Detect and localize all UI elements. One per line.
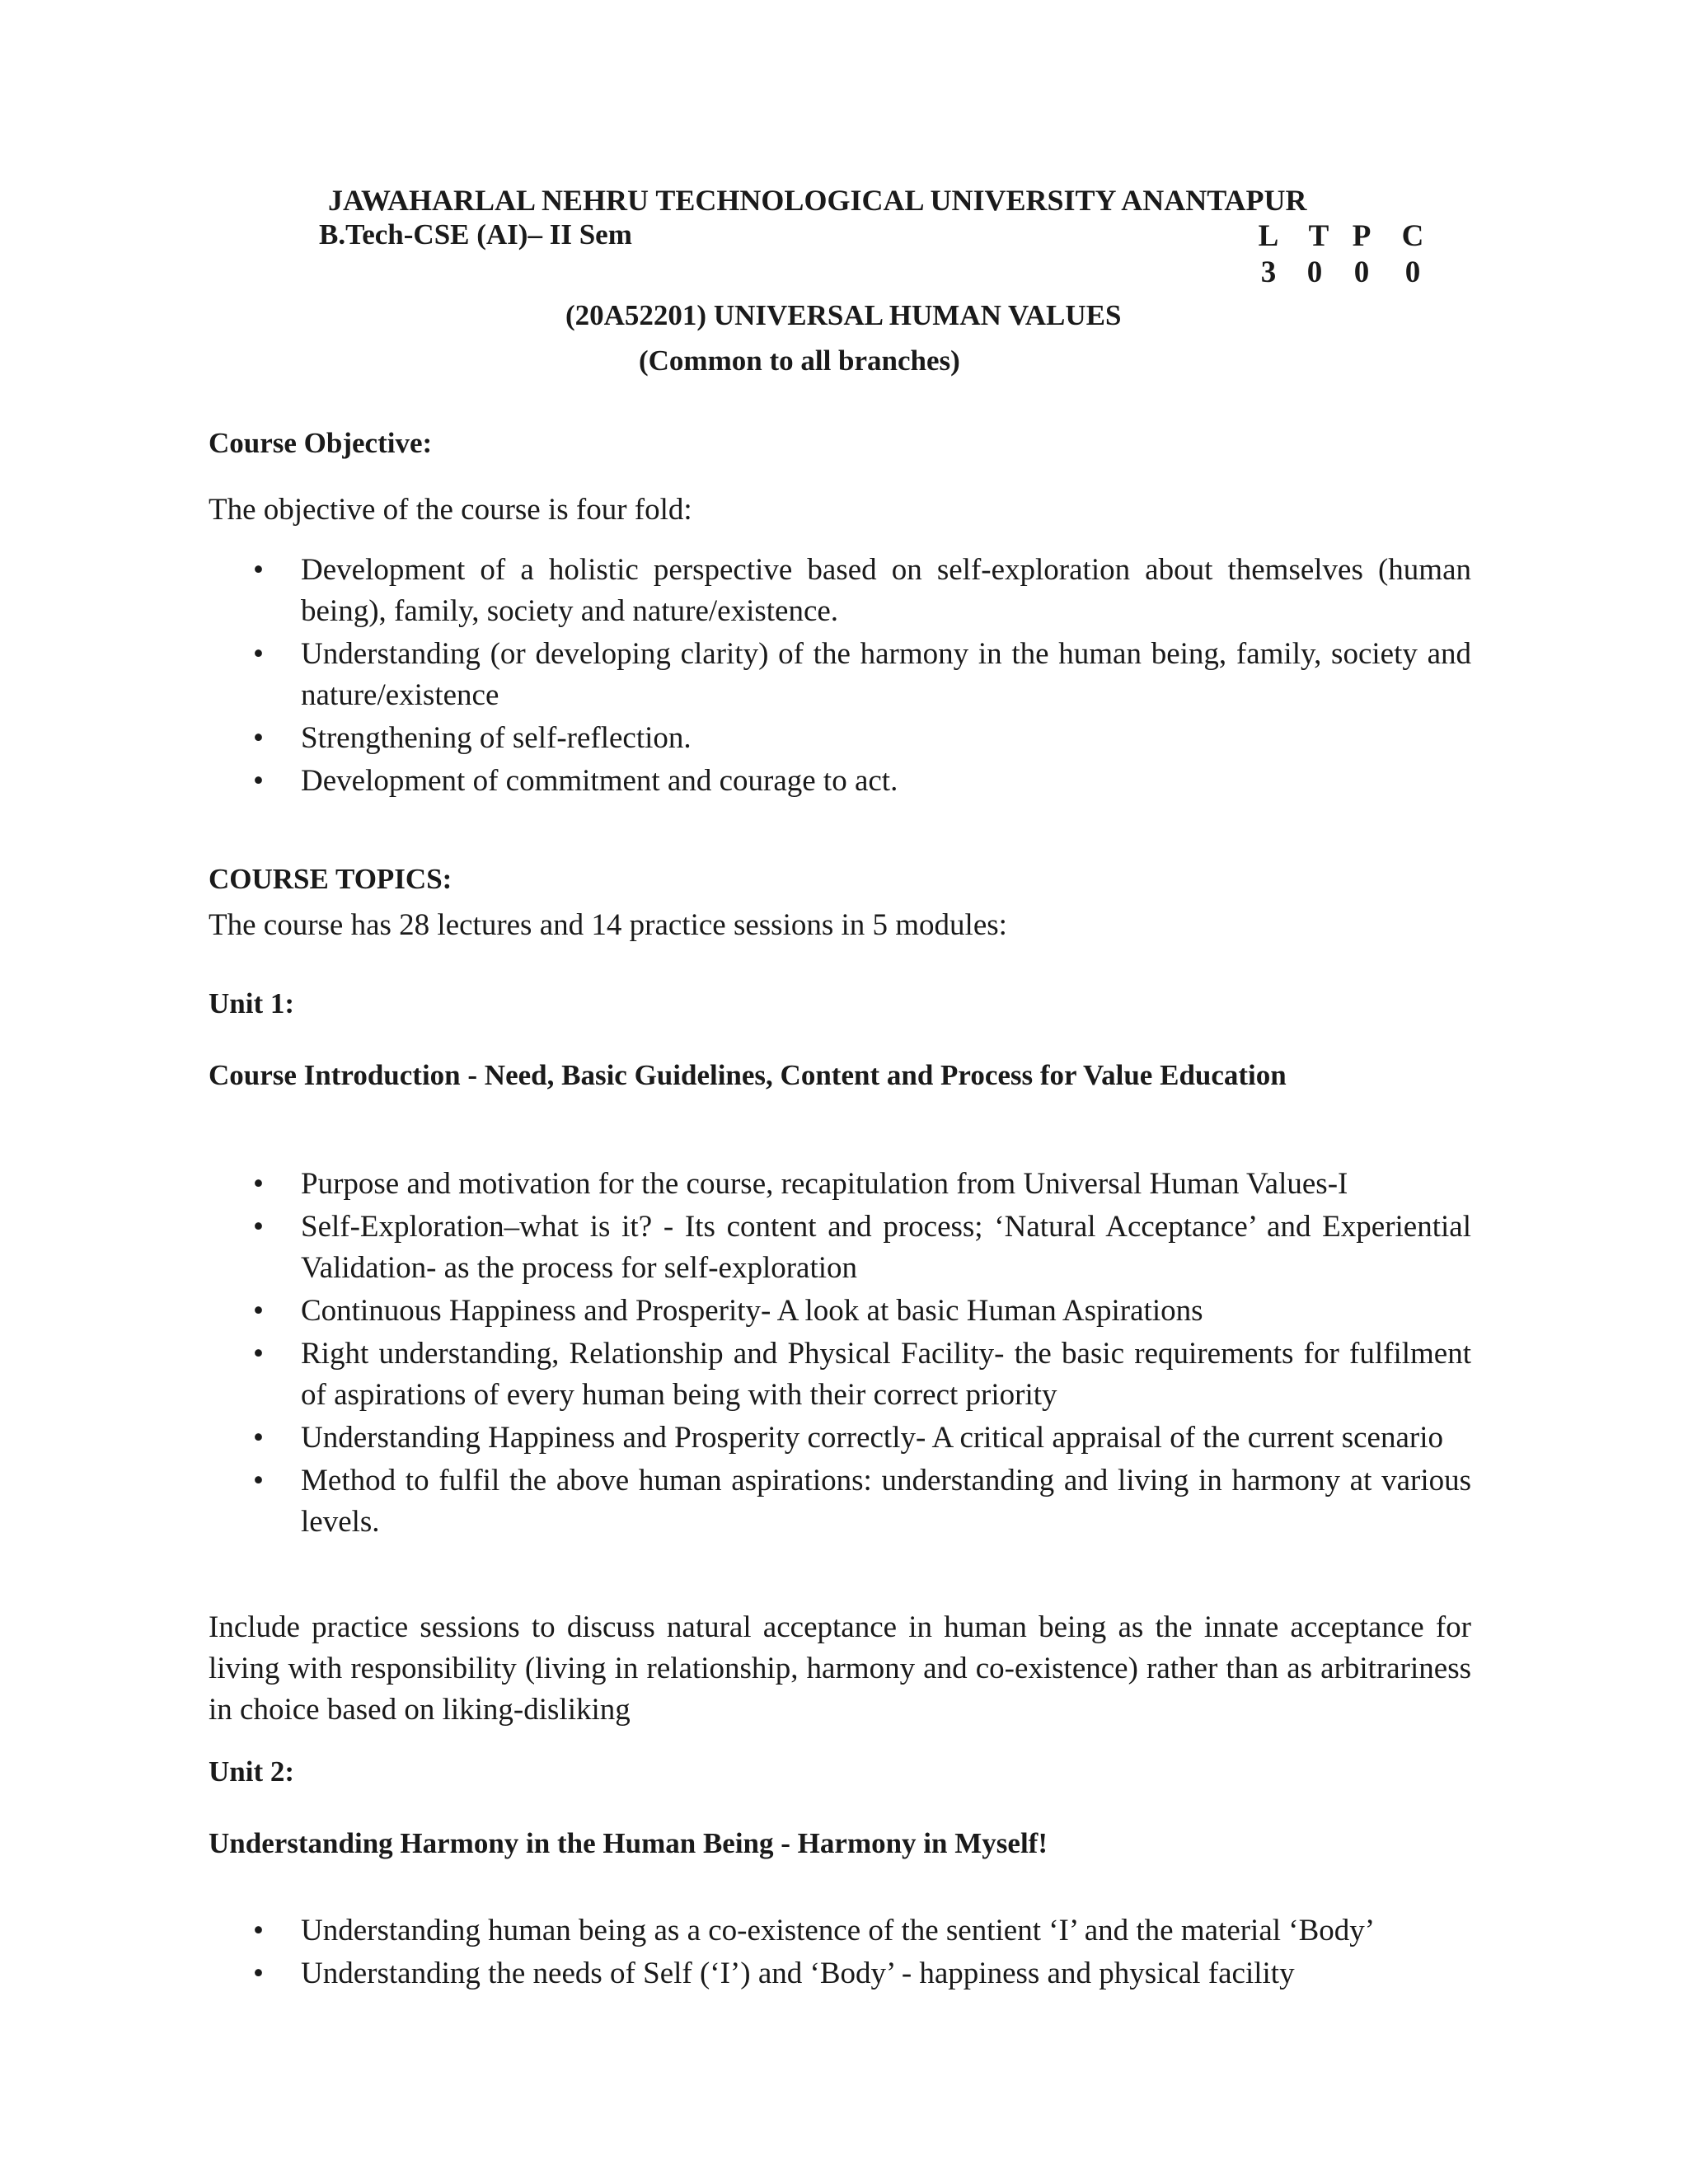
ltpc-value-l: 3 bbox=[1260, 255, 1277, 289]
bullet-icon: • bbox=[253, 764, 264, 798]
objective-list bbox=[209, 550, 1471, 804]
list-item: • Understanding human being as a co-existence of the sentient ‘I’ and the material ‘Body’ bbox=[209, 1910, 1471, 1952]
bullet-icon: • bbox=[253, 1914, 264, 1947]
list-item: • Purpose and motivation for the course, recapitulation from Universal Human Values-I bbox=[209, 1164, 1471, 1205]
topics-intro: The course has 28 lectures and 14 practice sessions in 5 modules: bbox=[209, 908, 1007, 942]
bullet-icon: • bbox=[253, 1421, 264, 1455]
list-item: • Understanding the needs of Self (‘I’) and ‘Body’ - happiness and physical facility bbox=[209, 1953, 1471, 1994]
ltpc-label-p: P bbox=[1352, 219, 1372, 253]
ltpc-value-p: 0 bbox=[1353, 255, 1370, 289]
bullet-icon: • bbox=[253, 1294, 264, 1328]
objective-heading: Course Objective: bbox=[209, 427, 433, 459]
list-item: • Self-Exploration–what is it? - Its content and process; ‘Natural Acceptance’ and Experiential Validation- as the process for self-exploration bbox=[209, 1207, 1471, 1289]
bullet-icon: • bbox=[253, 1337, 264, 1371]
university-name: JAWAHARLAL NEHRU TECHNOLOGICAL UNIVERSITY ANANTAPUR bbox=[328, 184, 1307, 217]
course-note: (Common to all branches) bbox=[639, 344, 960, 377]
ltpc-label-t: T bbox=[1308, 219, 1329, 253]
ltpc-value-t: 0 bbox=[1306, 255, 1323, 289]
list-item: • Method to fulfil the above human aspirations: understanding and living in harmony at various levels. bbox=[209, 1460, 1471, 1543]
unit1-label: Unit 1: bbox=[209, 987, 295, 1019]
ltpc-label-l: L bbox=[1258, 219, 1279, 253]
list-item: • Strengthening of self-reflection. bbox=[209, 718, 1471, 759]
list-item: • Understanding (or developing clarity) of the harmony in the human being, family, society and nature/existence bbox=[209, 634, 1471, 716]
list-item: • Right understanding, Relationship and Physical Facility- the basic requirements for fulfilment of aspirations of every human being with their correct priority bbox=[209, 1333, 1471, 1416]
ltpc-label-c: C bbox=[1401, 219, 1424, 253]
list-item: • Development of commitment and courage to act. bbox=[209, 761, 1471, 802]
ltpc-value-c: 0 bbox=[1404, 255, 1421, 289]
course-title: (20A52201) UNIVERSAL HUMAN VALUES bbox=[565, 299, 1122, 331]
bullet-icon: • bbox=[253, 1464, 264, 1497]
bullet-icon: • bbox=[253, 721, 264, 755]
bullet-icon: • bbox=[253, 637, 264, 671]
unit1-title: Course Introduction - Need, Basic Guidelines, Content and Process for Value Education bbox=[209, 1059, 1287, 1091]
objective-intro: The objective of the course is four fold: bbox=[209, 493, 692, 527]
list-item: • Understanding Happiness and Prosperity correctly- A critical appraisal of the current scenario bbox=[209, 1418, 1471, 1459]
topics-heading: COURSE TOPICS: bbox=[209, 863, 452, 895]
list-item: • Continuous Happiness and Prosperity- A look at basic Human Aspirations bbox=[209, 1291, 1471, 1332]
list-item: • Development of a holistic perspective based on self-exploration about themselves (human being), family, society and nature/existence. bbox=[209, 550, 1471, 632]
unit1-practice-note: Include practice sessions to discuss natural acceptance in human being as the innate acceptance for living with responsibility (living in relationship, harmony and co-existence) rather than as arbitrariness in choice based on liking-disliking bbox=[209, 1610, 1471, 1727]
unit2-label: Unit 2: bbox=[209, 1755, 295, 1788]
unit2-list bbox=[209, 1910, 1471, 1996]
unit1-list bbox=[209, 1164, 1471, 1544]
program-semester: B.Tech-CSE (AI)– II Sem bbox=[319, 218, 632, 251]
unit2-title: Understanding Harmony in the Human Being - Harmony in Myself! bbox=[209, 1827, 1048, 1859]
bullet-icon: • bbox=[253, 1957, 264, 1990]
bullet-icon: • bbox=[253, 1167, 264, 1201]
bullet-icon: • bbox=[253, 1210, 264, 1244]
bullet-icon: • bbox=[253, 553, 264, 587]
